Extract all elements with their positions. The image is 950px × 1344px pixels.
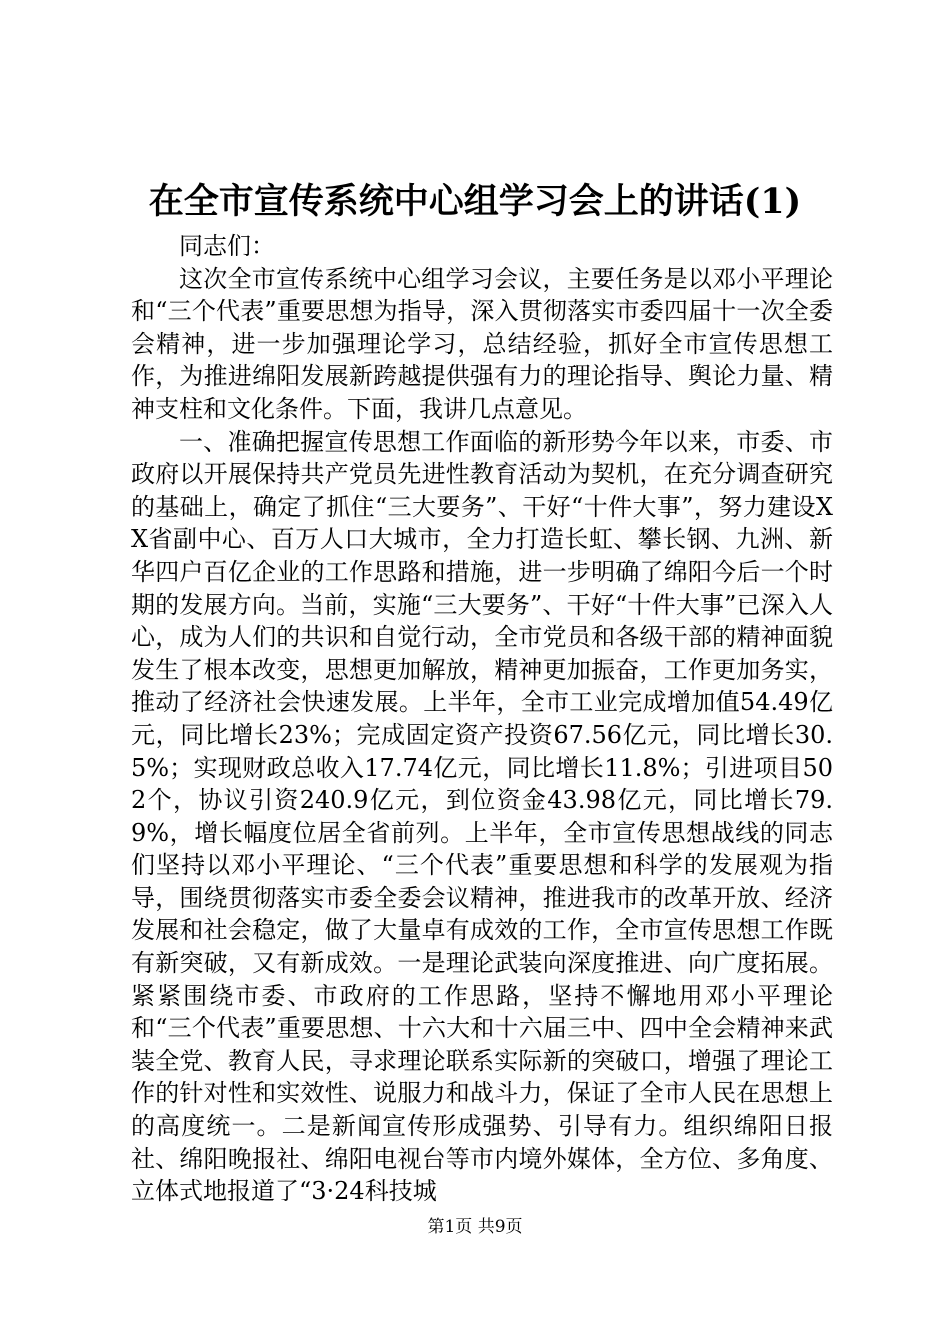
section-one-paragraph: 一、准确把握宣传思想工作面临的新形势今年以来，市委、市政府以开展保持共产党员先进性教育活动为契机，在充分调查研究的基础上，确定了抓住“三大要务”、干好“十件大事”，努力建设XX省副中心、百万人口大城市，全力打造长虹、攀长钢、九洲、新华四户百亿企业的工作思路和措施，进一步明确了绵阳今后一个时期的发展方向。当前，实施“三大要务”、干好“十件大事”已深入人心，成为人们的共识和自觉行动，全市党员和各级干部的精神面貌发生了根本改变，思想更加解放，精神更加振奋，工作更加务实，推动了经济社会快速发展。上半年，全市工业完成增加值54.49亿元，同比增长23%；完成固定资产投资67.56亿元，同比增长30.5%；实现财政总收入17.74亿元，同比增长11.8%；引进项目502个，协议引资240.9亿元，到位资金43.98亿元，同比增长79.9%，增长幅度位居全省前列。上半年，全市宣传思想战线的同志们坚持以邓小平理论、“三个代表”重要思想和科学的发展观为指导，围绕贯彻落实市委全委会议精神，推进我市的改革开放、经济发展和社会稳定，做了大量卓有成效的工作，全市宣传思想工作既有新突破，又有新成效。一是理论武装向深度推进、向广度拓展。紧紧围绕市委、市政府的工作思路，坚持不懈地用邓小平理论和“三个代表”重要思想、十六大和十六届三中、四中全会精神来武装全党、教育人民，寻求理论联系实际新的突破口，增强了理论工作的针对性和实效性、说服力和战斗力，保证了全市人民在思想上的高度统一。二是新闻宣传形成强势、引导有力。组织绵阳日报社、绵阳晚报社、绵阳电视台等市内境外媒体，全方位、多角度、立体式地报道了“3·24科技城 [131, 427, 833, 1206]
salutation-paragraph: 同志们： [179, 232, 275, 260]
page-number-footer: 第1页 共9页 [427, 1217, 523, 1237]
intro-paragraph: 这次全市宣传系统中心组学习会议，主要任务是以邓小平理论和“三个代表”重要思想为指导，深入贯彻落实市委四届十一次全委会精神，进一步加强理论学习，总结经验，抓好全市宣传思想工作，为推进绵阳发展新跨越提供强有力的理论指导、舆论力量、精神支柱和文化条件。下面，我讲几点意见。 [131, 264, 833, 423]
document-title: 在全市宣传系统中心组学习会上的讲话(1) [148, 181, 802, 222]
document-body [131, 230, 833, 1208]
